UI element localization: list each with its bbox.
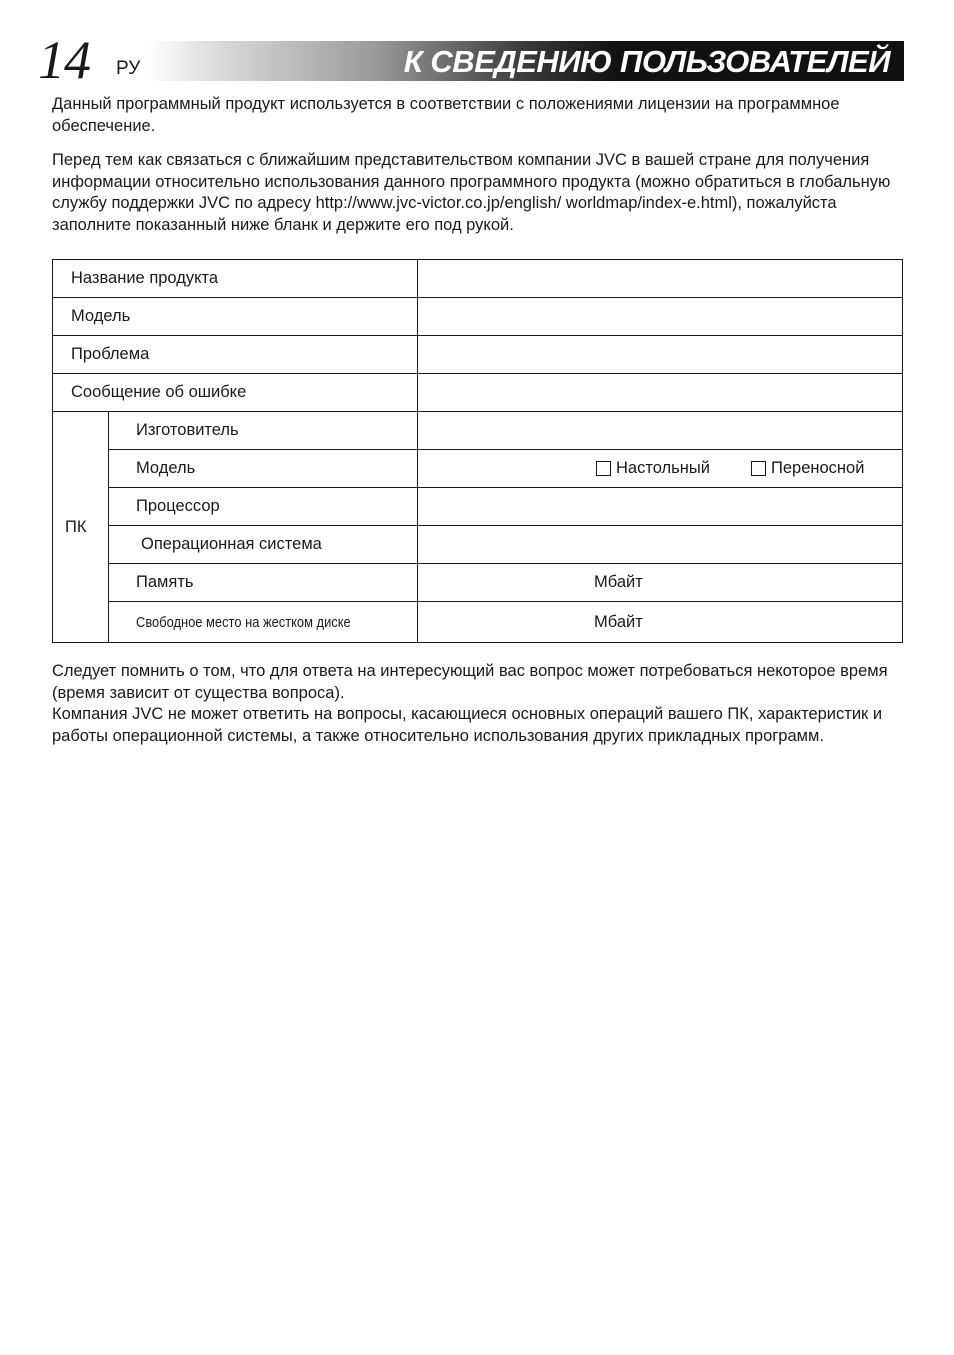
pc-row-memory	[109, 564, 902, 602]
pc-group-label: ПК	[53, 412, 109, 642]
pc-row-os	[109, 526, 902, 564]
page-header	[0, 0, 954, 90]
desktop-checkbox[interactable]	[596, 461, 611, 476]
manufacturer-label: Изготовитель	[136, 421, 239, 439]
note-paragraph-response-time: Следует помнить о том, что для ответа на интересующий вас вопрос может потребоваться некоторое время (время зависит от существа вопроса).	[52, 662, 888, 702]
language-code: РУ	[116, 58, 141, 79]
free-disk-label: Свободное место на жестком диске	[136, 613, 351, 631]
intro-paragraph-license: Данный программный продукт используется в соответствии с положениями лицензии на программное обеспечение.	[52, 95, 840, 135]
free-disk-unit: Мбайт	[594, 612, 643, 631]
pc-model-label: Модель	[136, 459, 196, 477]
pc-row-manufacturer	[109, 412, 902, 450]
processor-label: Процессор	[136, 497, 220, 515]
form-row-model	[53, 298, 902, 336]
note-paragraph-limitations: Компания JVC не может ответить на вопросы, касающиеся основных операций вашего ПК, характеристик и работы операционной системы, а также относительно использования других прикладных программ.	[52, 705, 883, 745]
memory-unit: Мбайт	[594, 573, 643, 591]
form-row-error-message	[53, 374, 902, 412]
os-label: Операционная система	[141, 535, 322, 553]
product-name-label: Название продукта	[71, 269, 219, 287]
title-bar	[148, 41, 904, 81]
intro-paragraph-contact: Перед тем как связаться с ближайшим представительством компании JVC в вашей стране для получения информации относительно использования данного программного продукта (можно обратиться в глобальную службу поддержки JVC по адресу http://www.jvc-victor.co.jp/english/ worldmap/index-e.html), пожалуйста заполните показанный ниже бланк и держите его под рукой.	[52, 151, 891, 234]
memory-label: Память	[136, 573, 194, 591]
desktop-label: Настольный	[616, 459, 710, 477]
page-title: К СВЕДЕНИЮ ПОЛЬЗОВАТЕЛЕЙ	[403, 44, 890, 79]
pc-row-model	[109, 450, 902, 488]
model-label: Модель	[71, 307, 131, 325]
page-number: 14	[38, 30, 90, 90]
pc-row-processor	[109, 488, 902, 526]
portable-label: Переносной	[771, 459, 865, 477]
support-form-table	[52, 259, 903, 643]
portable-checkbox[interactable]	[751, 461, 766, 476]
portable-option[interactable]	[751, 450, 864, 487]
form-row-problem	[53, 336, 902, 374]
desktop-option[interactable]	[596, 450, 710, 487]
pc-row-free-disk	[109, 602, 902, 642]
form-row-product-name	[53, 260, 902, 298]
problem-label: Проблема	[71, 345, 150, 363]
error-message-label: Сообщение об ошибке	[71, 383, 247, 401]
free-disk-label-cell	[136, 602, 386, 642]
